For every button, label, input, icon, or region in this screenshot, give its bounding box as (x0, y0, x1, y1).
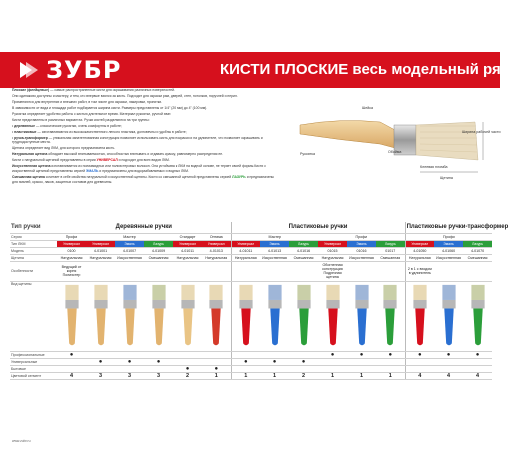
pro-dot (115, 351, 144, 358)
brush-icon (439, 283, 459, 349)
color-segment-count: 3 (86, 372, 115, 379)
home-dot (57, 365, 86, 372)
model-cell: 01017 (376, 247, 405, 254)
uni-dot: ● (86, 358, 115, 365)
uni-dot: ● (144, 358, 173, 365)
label-bristle: Щетина (440, 176, 453, 180)
row-label-lkm: Тип ЛКМ (10, 240, 57, 247)
feature-cell (376, 261, 405, 281)
model-cell: 4-01001 (86, 247, 115, 254)
row-label-series: Серия (10, 233, 57, 240)
bristle-cell: Искусственная (260, 254, 289, 261)
header-banner (0, 0, 510, 100)
uni-dot: ● (260, 358, 289, 365)
pro-dot (144, 351, 173, 358)
home-dot (376, 365, 405, 372)
bristle-cell: Натуральная (318, 254, 347, 261)
group-transformer: Пластиковые ручки-трансформер (405, 222, 492, 233)
intro-bullet-wood: • деревянные — классические рукоятки, очень комфортны в работе; (12, 123, 122, 128)
series-profi: Профи (57, 233, 86, 240)
color-segment-count: 1 (347, 372, 376, 379)
feature-cell: Ведущий от корня Полиэстер (57, 261, 86, 281)
brush-icon (294, 283, 314, 349)
brush-icon (468, 283, 488, 349)
uni-dot (347, 358, 376, 365)
intro-p4: В зависимости от вида и площади работ подбирается ширина кисти. Размеры представлены от 1/4" (20 мм) до 4" (100 мм). (12, 105, 208, 110)
lkm-swatch: Эмаль (347, 240, 376, 247)
home-dot (86, 365, 115, 372)
home-dot (115, 365, 144, 372)
feature-cell (202, 261, 231, 281)
bristle-cell: Искусственная (434, 254, 463, 261)
model-cell: 4-01009 (144, 247, 173, 254)
label-width: Ширина рабочей части (462, 130, 501, 134)
color-segment-count: 2 (173, 372, 202, 379)
brush-thumbnail-cell (202, 281, 231, 351)
lkm-swatch: Лазурь (144, 240, 173, 247)
brush-thumbnail-cell (347, 281, 376, 351)
row-label-handle-type: Тип ручки (10, 222, 57, 233)
home-dot: ● (173, 365, 202, 372)
pro-dot (86, 351, 115, 358)
pro-dot: ● (318, 351, 347, 358)
intro-bullet-transformer: • ручка-трансформер — уникальная запатентованная конструкция позволяет использовать кисть для покраски и на удлинителе, что позволяет окрашивать и труднодоступные места. (12, 135, 263, 145)
brush-icon (323, 283, 343, 349)
uni-dot (173, 358, 202, 365)
feature-cell: 2 в 1 с входом в удлинитель (405, 261, 434, 281)
bristle-cell: Искусственная (347, 254, 376, 261)
brush-thumbnail-cell (463, 281, 492, 351)
bristle-cell: Искусственная (115, 254, 144, 261)
color-segment-count: 1 (376, 372, 405, 379)
home-dot (405, 365, 434, 372)
uni-dot: ● (231, 358, 260, 365)
row-label-feature: Особенности (10, 261, 57, 281)
uni-dot (376, 358, 405, 365)
series-plastic-profi: Профи (318, 233, 405, 240)
brush-thumbnail-cell (260, 281, 289, 351)
model-cell: 4-01013 (202, 247, 231, 254)
lkm-swatch: Лазурь (376, 240, 405, 247)
brush-icon (178, 283, 198, 349)
model-cell: 4-01013 (260, 247, 289, 254)
group-wood: Деревянные ручки (57, 222, 231, 233)
model-cell: 01015 (318, 247, 347, 254)
uni-dot (434, 358, 463, 365)
logo-text: ЗУБР (46, 56, 122, 84)
series-plastic-master: Мастер (231, 233, 318, 240)
label-shaft: Шейка (362, 106, 373, 110)
pro-dot: ● (376, 351, 405, 358)
brush-icon (352, 283, 372, 349)
home-dot (289, 365, 318, 372)
brush-icon (91, 283, 111, 349)
brush-thumbnail-cell (115, 281, 144, 351)
uni-dot (318, 358, 347, 365)
home-dot (463, 365, 492, 372)
uni-dot (57, 358, 86, 365)
pro-dot (202, 351, 231, 358)
model-cell: 4-01050 (405, 247, 434, 254)
color-segment-count: 1 (318, 372, 347, 379)
bristle-cell: Смешанная (463, 254, 492, 261)
label-handle: Рукоятка (300, 152, 316, 156)
series-standard: Стандарт (173, 233, 202, 240)
home-dot (318, 365, 347, 372)
pro-dot (260, 351, 289, 358)
home-dot (231, 365, 260, 372)
color-segment-count: 4 (463, 372, 492, 379)
feature-cell: Обогненная конструкция Подрезная щетина (318, 261, 347, 281)
pro-dot: ● (434, 351, 463, 358)
pro-dot: ● (463, 351, 492, 358)
bristle-cell: Смешанная (376, 254, 405, 261)
brush-thumbnail-cell (376, 281, 405, 351)
color-segment-count: 1 (202, 372, 231, 379)
intro-p10: Искусственная щетина изготавливается из полиамидных или полиэстеровых волокон. Она устойчива к ЛКМ на водной основе, не теряет своей формы.Кисти с искусственной щетиной представлены серией ЭМАЛЬ и предназначены для водоразбавляемых и водных ЛКМ. (12, 164, 266, 173)
series-transformer-profi: Профи (405, 233, 492, 240)
brush-icon (380, 283, 400, 349)
intro-p9: Кисти с натуральной щетиной представлены в серии УНИВЕРСАЛ и подходят для всех видов ЛКМ. (12, 158, 170, 163)
brush-diagram-illustration (300, 100, 490, 195)
footer-site: www.zubr.ru (12, 439, 31, 443)
feature-cell (434, 261, 463, 281)
label-glue: Клеевая пломба (420, 165, 448, 169)
intro-p5: Рукоятка определяет удобство работы с кистью длительное время. Материал рукоятки, ручной хват. (12, 111, 172, 116)
brush-thumbnail-cell (57, 281, 86, 351)
brush-thumbnail-cell (289, 281, 318, 351)
brush-icon (236, 283, 256, 349)
home-dot (260, 365, 289, 372)
row-label-bristle-view: Вид щетины (10, 281, 57, 351)
zubr-logo-icon (18, 59, 40, 81)
intro-p2: Они одинаково доступны и мастеру, и тем, кто впервые взялся за кисть. Подходят для окраски рам, дверей, стен, потолков, поручней и перил. (12, 93, 238, 98)
intro-p11: Смешанная щетина сочетает в себе свойства натуральной и искусственной щетины. Кисти со смешанной щетиной представлены серией ЛАЗУРЬ и предназначены для эмалей, красок, лаков, защитных составов для древесины. (12, 174, 274, 184)
intro-p7: Щетина определяет вид ЛКМ, для которого предназначена кисть. (12, 146, 116, 151)
pro-dot: ● (405, 351, 434, 358)
color-segment-count: 4 (405, 372, 434, 379)
lkm-swatch: Универсал (173, 240, 202, 247)
model-cell: 4-01011 (173, 247, 202, 254)
lkm-swatch: Эмаль (434, 240, 463, 247)
brush-thumbnail-cell (231, 281, 260, 351)
lkm-swatch: Лазурь (289, 240, 318, 247)
lkm-swatch: Универсал (86, 240, 115, 247)
pro-dot (173, 351, 202, 358)
lkm-swatch: Универсал (318, 240, 347, 247)
color-segment-count: 3 (144, 372, 173, 379)
bristle-cell: Натуральная (173, 254, 202, 261)
lkm-swatch: Универсал (57, 240, 86, 247)
brush-table (10, 222, 509, 380)
feature-cell (347, 261, 376, 281)
brush-icon (410, 283, 430, 349)
feature-cell (173, 261, 202, 281)
brush-thumbnail-cell (144, 281, 173, 351)
intro-p1: Плоские (флейцевые) — самые распространенные кисти для окрашивания различных поверхностей. (12, 88, 176, 92)
brush-thumbnail-cell (405, 281, 434, 351)
feature-cell (144, 261, 173, 281)
lkm-swatch: Эмаль (260, 240, 289, 247)
lkm-swatch: Универсал (405, 240, 434, 247)
series-optima: Оптима (202, 233, 231, 240)
home-dot (434, 365, 463, 372)
row-label-home: Бытовые (10, 365, 57, 372)
home-dot (347, 365, 376, 372)
bristle-cell: Натуральная (202, 254, 231, 261)
bristle-cell: Натуральная (57, 254, 86, 261)
feature-cell (231, 261, 260, 281)
lkm-swatch: Универсал (202, 240, 231, 247)
color-segment-count: 1 (231, 372, 260, 379)
color-segment-count: 4 (434, 372, 463, 379)
model-cell: 4-01007 (115, 247, 144, 254)
bristle-cell: Смешанная (144, 254, 173, 261)
color-segment-count: 3 (115, 372, 144, 379)
pro-dot (231, 351, 260, 358)
brush-icon (206, 283, 226, 349)
intro-text (12, 88, 274, 186)
row-label-uni: Универсальные (10, 358, 57, 365)
pro-dot: ● (347, 351, 376, 358)
feature-cell (463, 261, 492, 281)
label-ferrule: Обойма (388, 150, 402, 154)
intro-bullet-plastic: • пластиковые — изготавливаются из высококачественного легкого пластика, долговечны и удобны в работе; (12, 129, 187, 134)
bristle-cell: Натуральная (405, 254, 434, 261)
uni-dot (463, 358, 492, 365)
brush-thumbnail-cell (173, 281, 202, 351)
model-cell: 4-01011 (231, 247, 260, 254)
row-label-color-segment: Цветовой сегмент (10, 372, 57, 379)
intro-p8: Натуральная щетина обладает высокой впитываемостью, способностью впитывать и отдавать краску, равномерно распределяя ее. (12, 152, 224, 157)
color-segment-count: 2 (289, 372, 318, 379)
uni-dot (405, 358, 434, 365)
lkm-swatch: Универсал (231, 240, 260, 247)
uni-dot (202, 358, 231, 365)
brush-thumbnail-cell (434, 281, 463, 351)
bristle-cell: Натуральная (231, 254, 260, 261)
pro-dot: ● (57, 351, 86, 358)
series-master: Мастер (86, 233, 173, 240)
model-cell: 0100 (57, 247, 86, 254)
feature-cell (289, 261, 318, 281)
brush-icon (265, 283, 285, 349)
uni-dot: ● (289, 358, 318, 365)
brush-icon (149, 283, 169, 349)
bristle-cell: Натуральная (86, 254, 115, 261)
home-dot: ● (202, 365, 231, 372)
intro-p6: Кисти представлены в различных вариантах. Ручки кистей разделяются на три группы: (12, 117, 150, 122)
lkm-swatch: Лазурь (463, 240, 492, 247)
model-cell: 4-01016 (289, 247, 318, 254)
feature-cell (86, 261, 115, 281)
row-label-bristle: Щетина (10, 254, 57, 261)
feature-cell (260, 261, 289, 281)
brush-thumbnail-cell (318, 281, 347, 351)
brush-thumbnail-cell (86, 281, 115, 351)
model-cell: 4-01070 (463, 247, 492, 254)
brand-logo (18, 56, 168, 84)
home-dot (144, 365, 173, 372)
brush-icon (120, 283, 140, 349)
uni-dot: ● (115, 358, 144, 365)
model-cell: 01016 (347, 247, 376, 254)
feature-cell (115, 261, 144, 281)
row-label-model: Модель (10, 247, 57, 254)
row-label-pro: Профессиональные (10, 351, 57, 358)
pro-dot (289, 351, 318, 358)
comparison-table (10, 222, 509, 444)
intro-p3: Применяются для внутренних и внешних работ, в том числе для окраски, лакировки, пропитки. (12, 99, 163, 104)
model-cell: 4-01060 (434, 247, 463, 254)
lkm-swatch: Эмаль (115, 240, 144, 247)
group-plastic: Пластиковые ручки (231, 222, 405, 233)
color-segment-count: 1 (260, 372, 289, 379)
page-headline: КИСТИ ПЛОСКИЕ весь модельный ряд (220, 61, 510, 78)
color-segment-count: 4 (57, 372, 86, 379)
brush-icon (62, 283, 82, 349)
bristle-cell: Смешанная (289, 254, 318, 261)
